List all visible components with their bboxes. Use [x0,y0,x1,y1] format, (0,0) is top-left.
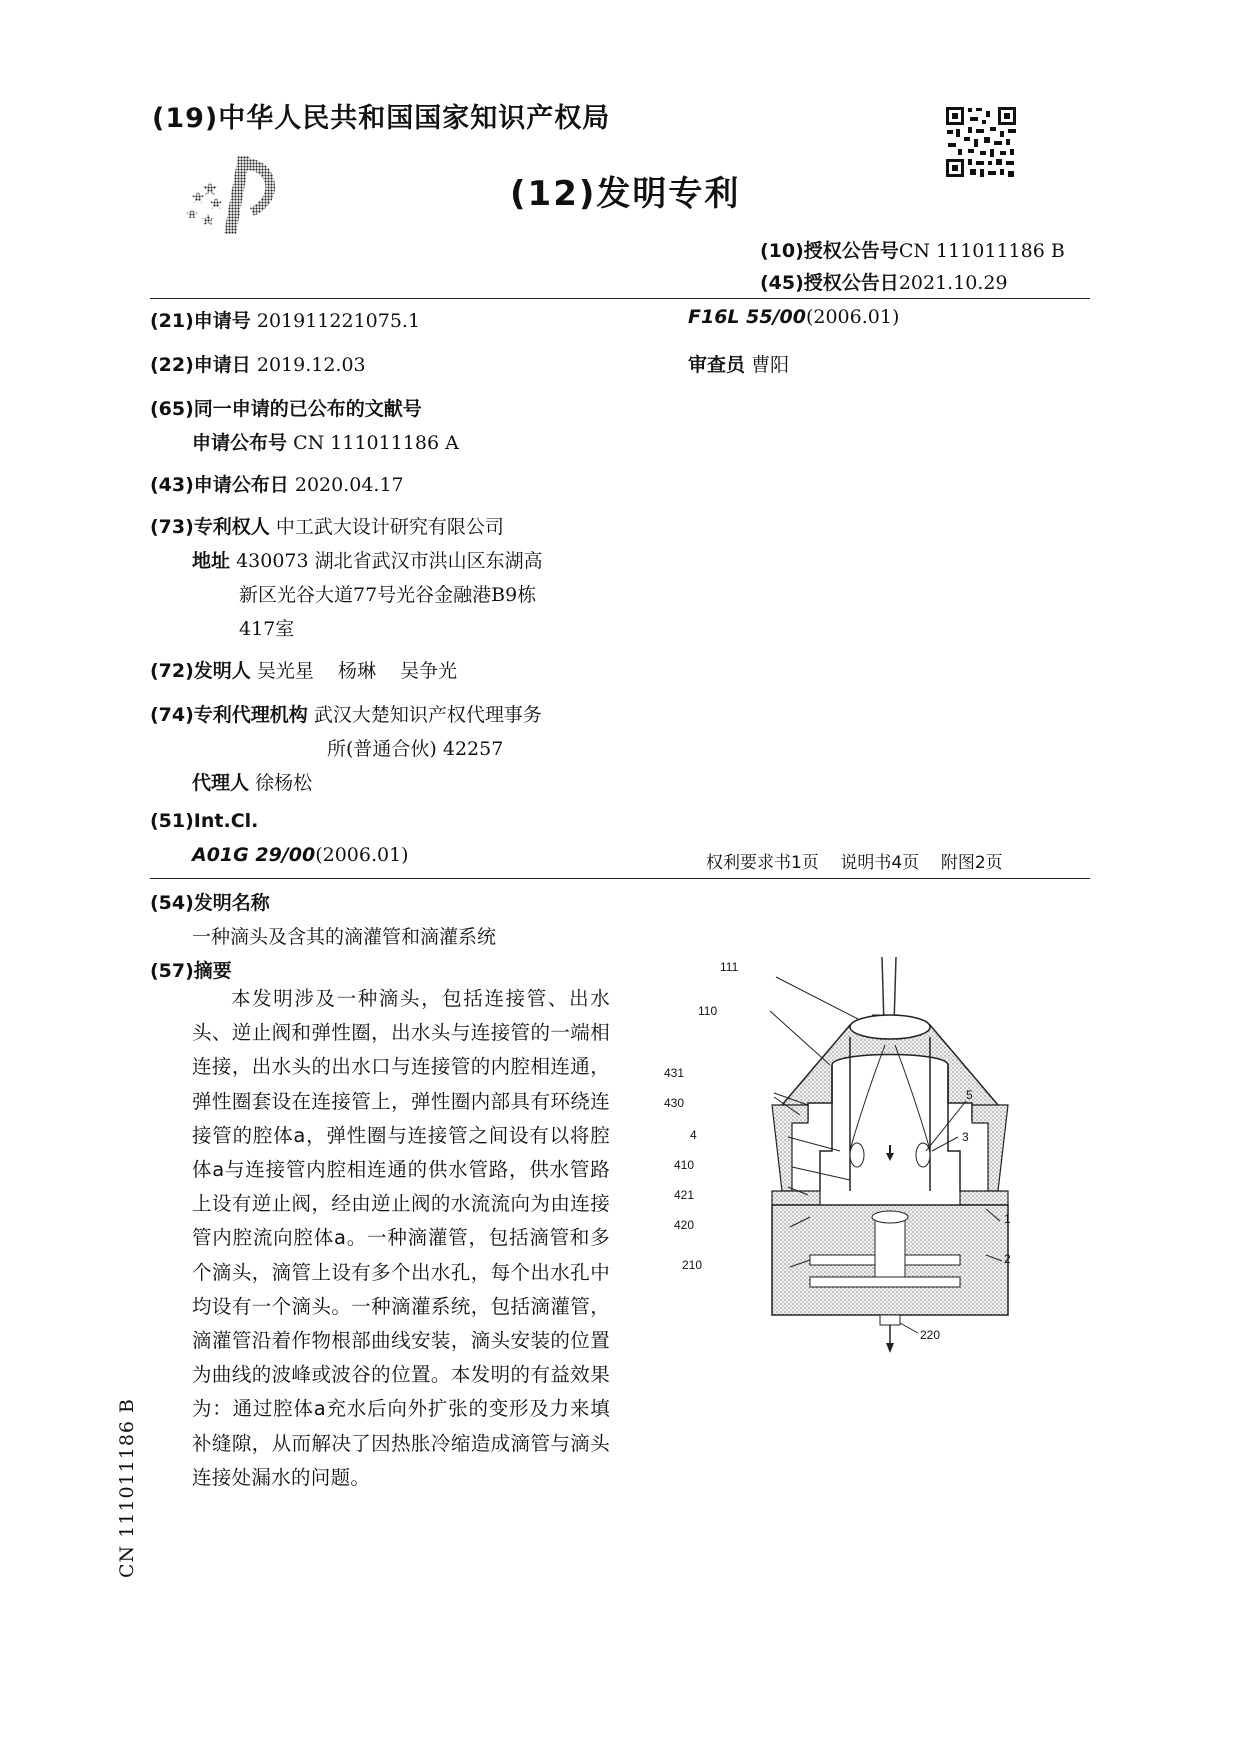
office-name: (19)中华人民共和国国家知识产权局 [152,103,611,134]
fig-label-431: 431 [664,1066,685,1080]
grant-number: CN 111011186 B [898,240,1065,262]
patentee: 中工武大设计研究有限公司 [275,516,504,538]
agency-row [150,700,542,727]
intcl-secondary-row [688,306,899,328]
grant-date-row [760,268,1008,295]
grant-date: 2021.10.29 [898,272,1008,294]
agent-label: 代理人 [192,772,250,794]
address-row [192,546,543,573]
address-line-1: 430073 湖北省武汉市洪山区东湖高 [236,550,543,572]
intcl-main-version: (2006.01) [315,844,409,866]
application-date: 2019.12.03 [256,354,366,376]
grant-date-label: (45)授权公告日 [760,272,899,294]
qr-code [944,105,1018,179]
fig-label-210: 210 [682,1258,703,1272]
application-date-row [150,350,366,377]
header-divider [150,298,1090,299]
abstract-text [192,982,610,1495]
fig-label-1: 1 [1004,1212,1011,1226]
side-publication-number: CN 111011186 B [116,1398,138,1578]
grant-number-row [760,236,1065,263]
intcl-main-code: A01G 29/00 [192,844,316,866]
inventor-row [150,656,457,683]
examiner-label: 审查员 [688,354,746,376]
agency-label: (74)专利代理机构 [150,704,308,726]
intcl-main-row [192,844,409,866]
agency-line-2: 所(普通合伙) 42257 [327,738,504,760]
publication-date: 2020.04.17 [294,474,404,496]
publication-date-row [150,470,404,497]
publication-number-label: 申请公布号 [192,432,288,454]
biblio-divider [150,878,1090,879]
fig-label-3: 3 [962,1130,969,1144]
grant-number-label: (10)授权公告号 [760,240,899,262]
abstract-paragraph: 本发明涉及一种滴头，包括连接管、出水头、逆止阀和弹性圈，出水头与连接管的一端相连接，出水头的出水口与连接管的内腔相连通，弹性圈套设在连接管上，弹性圈内部具有环绕连接管的腔体a，弹性圈与连接管之间设有以将腔体a与连接管内腔相连通的供水管路，供水管路上设有逆止阀，经由逆止阀的水流流向为由连接管内腔流向腔体a。一种滴灌管，包括滴管和多个滴头，滴管上设有多个出水孔，每个出水孔中均设有一个滴头。一种滴灌系统，包括滴灌管，滴灌管沿着作物根部曲线安装，滴头安装的位置为曲线的波峰或波谷的位置。本发明的有益效果为：通过腔体a充水后向外扩张的变形及力来填补缝隙，从而解决了因热胀冷缩造成滴管与滴头连接处漏水的问题。 [192,987,610,1489]
agent: 徐杨松 [255,772,313,794]
inventors: 吴光星 杨琳 吴争光 [256,660,458,682]
cnipa-logo [180,150,290,240]
application-number-label: (21)申请号 [150,310,251,332]
page-counts: 权利要求书1页 说明书4页 附图2页 [706,853,1003,873]
fig-label-421: 421 [674,1188,695,1202]
application-date-label: (22)申请日 [150,354,251,376]
patentee-label: (73)专利权人 [150,516,270,538]
intcl-secondary-version: (2006.01) [805,306,900,328]
prior-publication-label: (65)同一申请的已公布的文献号 [150,398,422,420]
fig-label-5: 5 [966,1088,973,1102]
agent-row [192,768,312,795]
fig-label-2: 2 [1004,1252,1011,1266]
invention-title-label: (54)发明名称 [150,892,270,914]
invention-title: 一种滴头及含其的滴灌管和滴灌系统 [192,926,497,948]
application-number-row [150,306,420,333]
drip-head-figure [664,955,1020,1395]
fig-label-410: 410 [674,1158,695,1172]
intcl-secondary-code: F16L 55/00 [688,306,806,328]
inventor-label: (72)发明人 [150,660,251,682]
fig-label-220: 220 [920,1328,941,1342]
application-number: 201911221075.1 [256,310,421,332]
address-line-3: 417室 [239,618,295,640]
agency-line-1: 武汉大楚知识产权代理事务 [313,704,542,726]
fig-label-420: 420 [674,1218,695,1232]
examiner: 曹阳 [751,354,790,376]
document-type: (12)发明专利 [510,174,741,214]
publication-date-label: (43)申请公布日 [150,474,289,496]
examiner-row [688,350,789,377]
publication-number-row [192,428,459,455]
fig-label-110: 110 [698,1004,718,1018]
fig-label-111: 111 [720,960,739,974]
address-line-2: 新区光谷大道77号光谷金融港B9栋 [239,584,537,606]
publication-number: CN 111011186 A [293,432,459,454]
abstract-label: (57)摘要 [150,960,232,982]
fig-label-430: 430 [664,1096,685,1110]
intcl-label: (51)Int.Cl. [150,810,259,832]
patentee-row [150,512,504,539]
address-label: 地址 [192,550,231,572]
fig-label-4: 4 [690,1128,697,1142]
